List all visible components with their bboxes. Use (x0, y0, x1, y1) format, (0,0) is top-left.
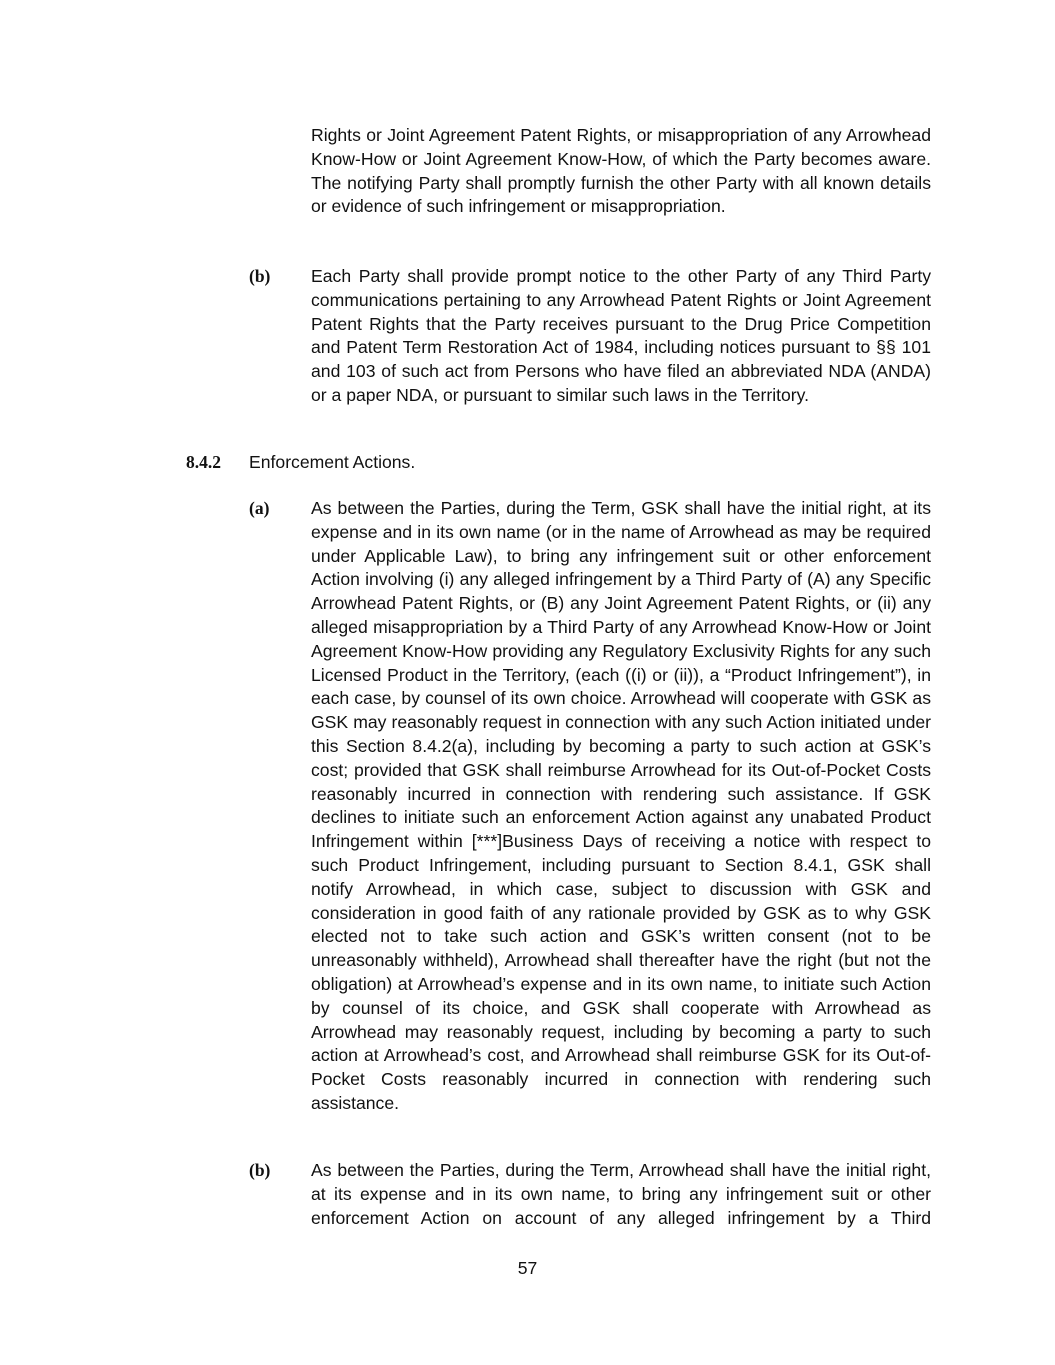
continuation-paragraph: Rights or Joint Agreement Patent Rights, or misappropriation of any Arrowhead Know-How or Joint Agreement Know-How, of which the Party becomes aware. The notifying Party shall promptly furnish the other Party with all known details or evidence of such infringement or misappropriation. (311, 125, 931, 217)
section-title: Enforcement Actions. (249, 452, 416, 472)
enforcement-item-b-paragraph: As between the Parties, during the Term, Arrowhead shall have the initial right, at its expense and in its own name, to bring any infringement suit or other enforcement Action on account of any alleged infringement by a Third (311, 1160, 931, 1228)
enforcement-item-label-b: (b) (249, 1160, 271, 1180)
item-b-paragraph: Each Party shall provide prompt notice to the other Party of any Third Party communications pertaining to any Arrowhead Patent Rights or Joint Agreement Patent Rights that the Party receives pursuant to the Drug Price Competition and Patent Term Restoration Act of 1984, including notices pursuant to §§ 101 and 103 of such act from Persons who have filed an abbreviated NDA (ANDA) or a paper NDA, or pursuant to similar such laws in the Territory. (311, 266, 931, 405)
item-label-a: (a) (249, 498, 270, 518)
section-number: 8.4.2 (186, 452, 221, 472)
page-number: 57 (517, 1258, 538, 1278)
item-label-b: (b) (249, 266, 271, 286)
enforcement-item-a-paragraph: As between the Parties, during the Term, GSK shall have the initial right, at its expense and in its own name (or in the name of Arrowhead as may be required under Applicable Law), to bring any infringement suit or other enforcement Action involving (i) any alleged infringement by a Third Party of (A) any Specific Arrowhead Patent Rights, or (B) any Joint Agreement Patent Rights, or (ii) any alleged misappropriation by a Third Party of any Arrowhead Know-How or Joint Agreement Know-How providing any Regulatory Exclusivity Rights for any such Licensed Product in the Territory, (each ((i) or (ii)), a “Product Infringement”), in each case, by counsel of its own choice. Arrowhead will cooperate with GSK as GSK may reasonably request in connection with any such Action initiated under this Section 8.4.2(a), including by becoming a party to such action at GSK’s cost; provided that GSK shall reimburse Arrowhead for its Out-of-Pocket Costs reasonably incurred in connection with rendering such assistance. If GSK declines to initiate such an enforcement Action against any unabated Product Infringement within [***]Business Days of receiving a notice with respect to such Product Infringement, including pursuant to Section 8.4.1, GSK shall notify Arrowhead, in which case, subject to discussion with GSK and consideration in good faith of any rationale provided by GSK as to why GSK elected not to take such action and GSK’s written consent (not to be unreasonably withheld), Arrowhead shall thereafter have the right (but not the obligation) at Arrowhead’s expense and in its own name, to initiate such Action by counsel of its choice, and GSK shall cooperate with Arrowhead as Arrowhead may reasonably request, including by becoming a party to such action at Arrowhead’s cost, and Arrowhead shall reimburse GSK for its Out-of-Pocket Costs reasonably incurred in connection with rendering such assistance. (311, 498, 931, 1113)
